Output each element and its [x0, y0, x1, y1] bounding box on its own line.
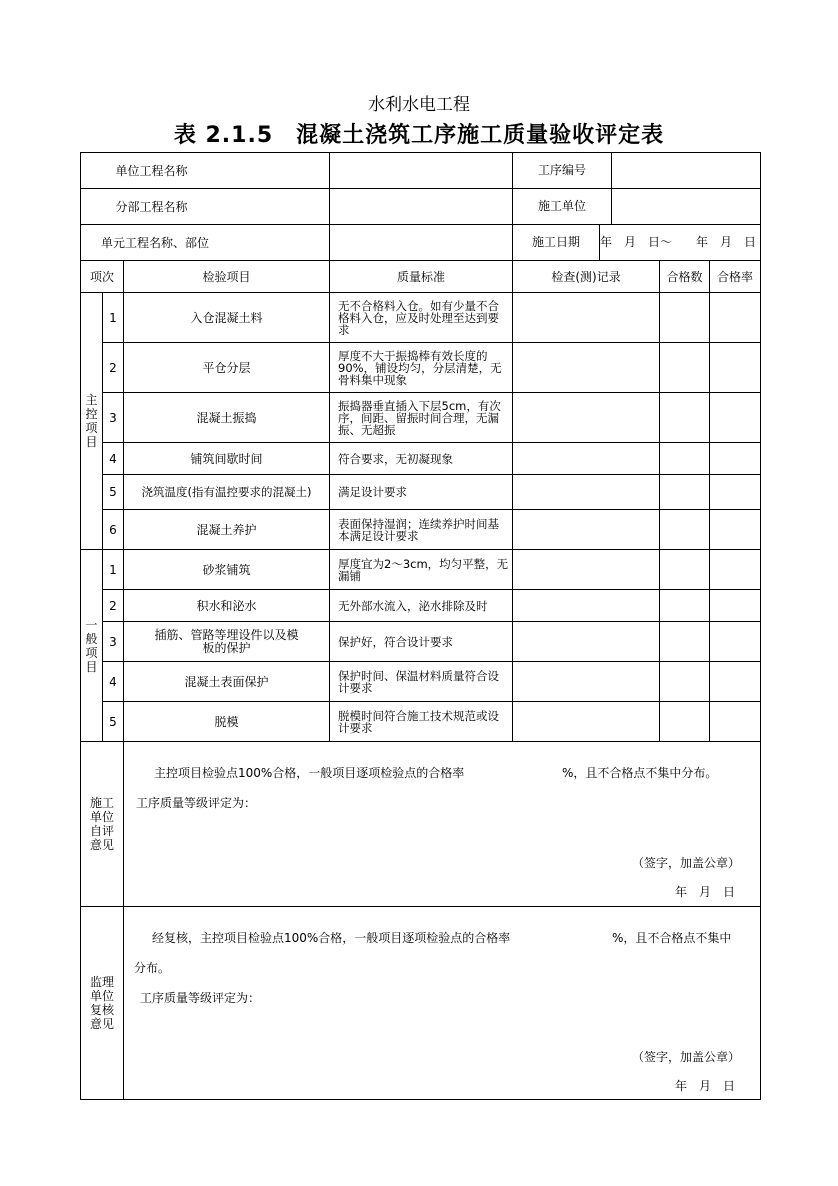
item-no: 1: [103, 550, 124, 590]
check-item-name: 混凝土振捣: [124, 393, 330, 443]
inspection-record-cell[interactable]: [513, 343, 660, 393]
element-project-field[interactable]: [330, 225, 513, 261]
quality-standard-text: 脱模时间符合施工技术规范或设计要求: [330, 702, 513, 742]
division-project-field[interactable]: [330, 189, 513, 225]
qualified-count-cell[interactable]: [660, 393, 710, 443]
main-control-label: 主控项目: [81, 293, 103, 550]
qualified-rate-cell[interactable]: [710, 443, 761, 475]
check-item-name: 混凝土表面保护: [124, 662, 330, 702]
inspection-record-cell[interactable]: [513, 293, 660, 343]
table-row: [81, 702, 761, 742]
quality-standard-text: 厚度宜为2～3cm，均匀平整，无漏铺: [330, 550, 513, 590]
qualified-rate-cell[interactable]: [710, 662, 761, 702]
inspection-record-cell[interactable]: [513, 393, 660, 443]
process-no-field[interactable]: [612, 153, 760, 188]
table-row: [81, 550, 761, 590]
supervision-opinion[interactable]: [124, 907, 761, 1100]
table-row: [81, 662, 761, 702]
supervision-grade: 工序质量等级评定为：: [140, 991, 261, 1005]
self-eval-line1: 主控项目检验点100%合格，一般项目逐项检验点的合格率: [154, 766, 465, 780]
check-item-name: 脱模: [124, 702, 330, 742]
table-row: [81, 510, 761, 550]
evaluation-form-table: [80, 152, 761, 1100]
form-title: 表 2.1.5 混凝土浇筑工序施工质量验收评定表: [173, 123, 665, 148]
quality-standard-text: 表面保持湿润；连续养护时间基本满足设计要求: [330, 510, 513, 550]
item-no: 4: [103, 662, 124, 702]
self-eval-line1-tail: %，且不合格点不集中分布。: [562, 766, 718, 780]
qualified-rate-cell[interactable]: [710, 343, 761, 393]
table-row: [81, 475, 761, 510]
construction-date-field[interactable]: 年 月 日～ 年 月 日: [600, 235, 757, 249]
col-inspection-record: 检查(测)记录: [513, 261, 660, 293]
qualified-count-cell[interactable]: [660, 343, 710, 393]
info-row-element: [81, 225, 761, 261]
division-project-label: 分部工程名称: [81, 189, 330, 225]
info-row-unit: [81, 153, 761, 189]
table-row: [81, 443, 761, 475]
quality-standard-text: 无外部水流入，泌水排除及时: [330, 590, 513, 622]
qualified-rate-cell[interactable]: [710, 702, 761, 742]
quality-standard-text: 满足设计要求: [330, 475, 513, 510]
self-eval-opinion[interactable]: [124, 742, 761, 907]
qualified-count-cell[interactable]: [660, 510, 710, 550]
check-item-name: 入仓混凝土料: [124, 293, 330, 343]
check-item-name: 平仓分层: [124, 343, 330, 393]
qualified-count-cell[interactable]: [660, 622, 710, 662]
form-subtitle: 水利水电工程: [368, 95, 470, 115]
quality-standard-text: 保护时间、保温材料质量符合设计要求: [330, 662, 513, 702]
table-row: [81, 590, 761, 622]
table-row: [81, 622, 761, 662]
qualified-rate-cell[interactable]: [710, 393, 761, 443]
info-row-division: [81, 189, 761, 225]
inspection-record-cell[interactable]: [513, 702, 660, 742]
inspection-record-cell[interactable]: [513, 475, 660, 510]
qualified-rate-cell[interactable]: [710, 510, 761, 550]
qualified-rate-cell[interactable]: [710, 622, 761, 662]
table-row: [81, 393, 761, 443]
check-item-name: 积水和泌水: [124, 590, 330, 622]
construction-unit-label: 施工单位: [513, 189, 612, 224]
col-check-item: 检验项目: [124, 261, 330, 293]
item-no: 6: [103, 510, 124, 550]
item-no: 3: [103, 622, 124, 662]
quality-standard-text: 无不合格料入仓。如有少量不合格料入仓，应及时处理至达到要求: [330, 293, 513, 343]
item-no: 3: [103, 393, 124, 443]
construction-unit-field[interactable]: [612, 189, 760, 224]
item-no: 2: [103, 590, 124, 622]
qualified-count-cell[interactable]: [660, 293, 710, 343]
table-row: [81, 343, 761, 393]
supervision-label: 监理单位复核意见: [81, 907, 124, 1100]
col-qualified-rate: 合格率: [710, 261, 761, 293]
element-project-label: 单元工程名称、部位: [81, 225, 330, 261]
self-eval-signature: （签字，加盖公章）: [632, 856, 741, 870]
general-item-label: 一般项目: [81, 550, 103, 742]
qualified-count-cell[interactable]: [660, 590, 710, 622]
inspection-record-cell[interactable]: [513, 662, 660, 702]
col-qualified-count: 合格数: [660, 261, 710, 293]
quality-standard-text: 保护好，符合设计要求: [330, 622, 513, 662]
qualified-count-cell[interactable]: [660, 475, 710, 510]
unit-project-label: 单位工程名称: [81, 153, 330, 189]
inspection-record-cell[interactable]: [513, 443, 660, 475]
process-no-label: 工序编号: [513, 153, 612, 188]
qualified-count-cell[interactable]: [660, 550, 710, 590]
check-item-name: 铺筑间歇时间: [124, 443, 330, 475]
supervision-line1-tail: %，且不合格点不集中: [612, 931, 732, 945]
col-quality-standard: 质量标准: [330, 261, 513, 293]
inspection-record-cell[interactable]: [513, 550, 660, 590]
qualified-count-cell[interactable]: [660, 443, 710, 475]
check-item-name: 浇筑温度(指有温控要求的混凝土): [124, 475, 330, 510]
supervision-line1-cont: 分布。: [134, 961, 171, 975]
supervision-line1: 经复核，主控项目检验点100%合格，一般项目逐项检验点的合格率: [152, 931, 511, 945]
check-item-name: 混凝土养护: [124, 510, 330, 550]
self-eval-row: [81, 742, 761, 907]
check-item-name: 砂浆铺筑: [124, 550, 330, 590]
item-no: 4: [103, 443, 124, 475]
self-eval-label: 施工单位自评意见: [81, 742, 124, 907]
qualified-count-cell[interactable]: [660, 662, 710, 702]
check-item-name: 插筋、管路等埋设件以及模板的保护: [124, 622, 330, 662]
qualified-rate-cell[interactable]: [710, 590, 761, 622]
quality-standard-text: 振捣器垂直插入下层5cm，有次序，间距、留振时间合理，无漏振、无超振: [330, 393, 513, 443]
quality-standard-text: 符合要求，无初凝现象: [330, 443, 513, 475]
qualified-rate-cell[interactable]: [710, 293, 761, 343]
supervision-row: [81, 907, 761, 1100]
qualified-rate-cell[interactable]: [710, 475, 761, 510]
item-no: 5: [103, 702, 124, 742]
item-no: 5: [103, 475, 124, 510]
construction-date-label: 施工日期: [513, 225, 600, 260]
table-row: [81, 293, 761, 343]
qualified-count-cell[interactable]: [660, 702, 710, 742]
quality-standard-text: 厚度不大于振捣棒有效长度的90%，铺设均匀，分层清楚，无骨料集中现象: [330, 343, 513, 393]
unit-project-field[interactable]: [330, 153, 513, 189]
item-no: 2: [103, 343, 124, 393]
item-no: 1: [103, 293, 124, 343]
inspection-record-cell[interactable]: [513, 590, 660, 622]
self-eval-date: 年 月 日: [675, 885, 736, 899]
inspection-record-cell[interactable]: [513, 622, 660, 662]
self-eval-grade: 工序质量等级评定为：: [136, 796, 257, 810]
supervision-signature: （签字，加盖公章）: [632, 1050, 741, 1064]
inspection-record-cell[interactable]: [513, 510, 660, 550]
qualified-rate-cell[interactable]: [710, 550, 761, 590]
col-item-no: 项次: [81, 261, 124, 293]
supervision-date: 年 月 日: [675, 1079, 736, 1093]
column-header-row: [81, 261, 761, 293]
